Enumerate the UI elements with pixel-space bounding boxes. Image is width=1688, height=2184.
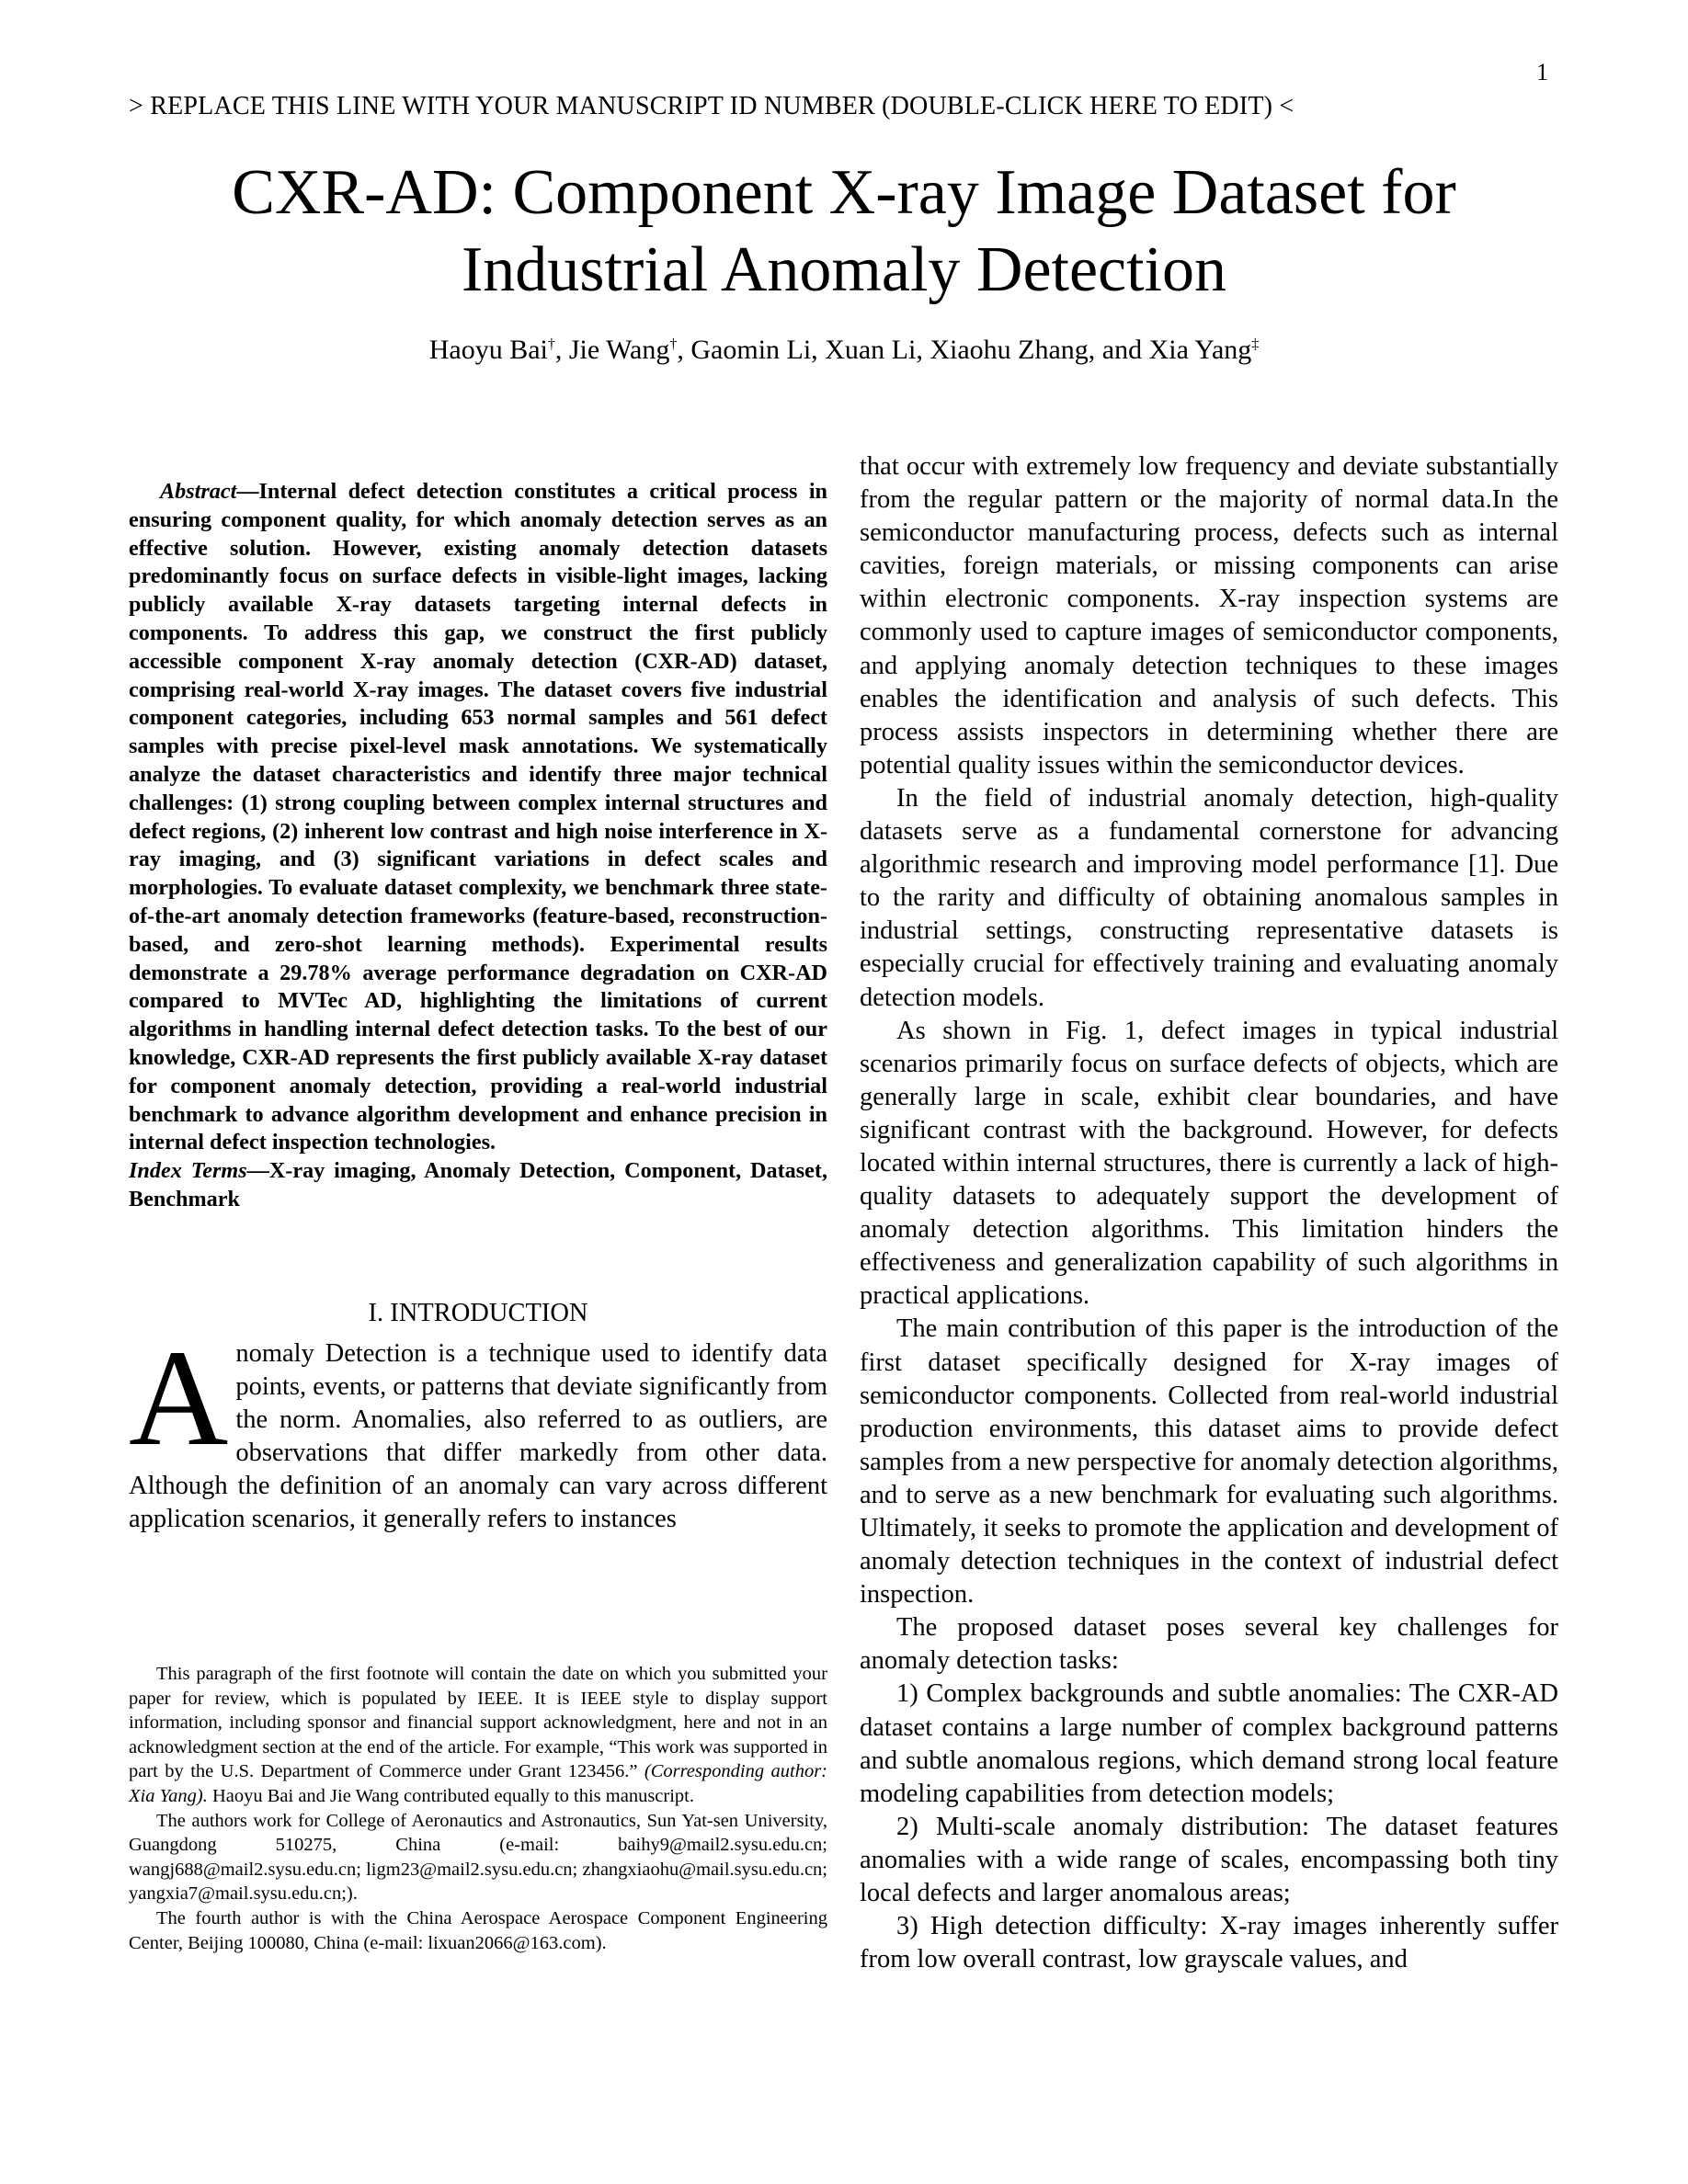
footnote-fourth-author: The fourth author is with the China Aerospace Aerospace Component Engineering Center, Beijing 100080, China (e-mail: lixuan2066@163.com). bbox=[129, 1907, 827, 1953]
drop-cap: A bbox=[129, 1321, 229, 1474]
right-paragraph-4: The main contribution of this paper is the introduction of the first dataset specifically designed for X-ray images of semiconductor components. Collected from real-world industrial production environments, this dataset aims to provide defect samples from a new perspective for anomaly detection algorithms, and to serve as a new benchmark for evaluating such algorithms. Ultimately, it seeks to promote the application and development of anomaly detection techniques in the context of industrial defect inspection. bbox=[860, 1314, 1558, 1610]
footnote-equal-contribution: Haoyu Bai and Jie Wang contributed equally to this manuscript. bbox=[207, 1785, 694, 1806]
paper-title bbox=[0, 154, 1688, 309]
author-1-mark: † bbox=[547, 336, 555, 352]
page-number: 1 bbox=[1536, 59, 1548, 85]
index-terms-label: Index Terms bbox=[129, 1158, 247, 1184]
intro-text: nomaly Detection is a technique used to identify data points, events, or patterns that deviate significantly from the norm. Anomalies, also referred to as outliers, are observations that differ markedly from other data. Although the definition of an anomaly can vary across different application scenarios, it generally refers to instances bbox=[129, 1338, 827, 1534]
authors-rest: , Gaomin Li, Xuan Li, Xiaohu Zhang, and Xia Yang bbox=[677, 335, 1252, 365]
author-2: , Jie Wang bbox=[554, 335, 670, 365]
author-1: Haoyu Bai bbox=[428, 335, 548, 365]
right-paragraph-1: that occur with extremely low frequency and deviate substantially from the regular pattern or the majority of normal data.In the semiconductor manufacturing process, defects such as internal cavities, foreign materials, or missing components can arise within electronic components. X-ray inspection systems are commonly used to capture images of semiconductor components, and applying anomaly detection techniques to these images enables the identification and analysis of such defects. This process assists inspectors in determining whether there are potential quality issues within the semiconductor devices. bbox=[860, 452, 1558, 779]
section-heading-introduction: I. INTRODUCTION bbox=[368, 1298, 588, 1327]
footnote-affiliation: The authors work for College of Aeronautics and Astronautics, Sun Yat-sen University, Guangdong 510275, China (e-mail: baihy9@mail2.sysu.edu.cn; wangj688@mail2.sysu.edu.cn; ligm23@mail2.sysu.edu.cn; zhangxiaohu@mail.sysu.edu.cn; yangxia7@mail.sysu.edu.cn;). bbox=[129, 1810, 827, 1905]
abstract-label: Abstract bbox=[160, 479, 237, 504]
right-paragraph-5: The proposed dataset poses several key challenges for anomaly detection tasks: bbox=[860, 1613, 1558, 1676]
index-terms-text: —X-ray imaging, Anomaly Detection, Component, Dataset, Benchmark bbox=[129, 1158, 827, 1211]
footnote-corresponding: (Corresponding author: Xia Yang). bbox=[129, 1761, 827, 1806]
intro-paragraph bbox=[129, 1321, 827, 1537]
first-footnote bbox=[129, 1662, 827, 1955]
author-list bbox=[0, 335, 1688, 366]
abstract bbox=[129, 478, 827, 1157]
left-column bbox=[129, 478, 827, 1536]
abstract-text: —Internal defect detection constitutes a critical process in ensuring component quality, for which anomaly detection serves as an effective solution. However, existing anomaly detection datasets predominantly focus on surface defects in visible-light images, lacking publicly available X-ray datasets targeting internal defects in components. To address this gap, we construct the first publicly accessible component X-ray anomaly detection (CXR-AD) dataset, comprising real-world X-ray images. The dataset covers five industrial component categories, including 653 normal samples and 561 defect samples with precise pixel-level mask annotations. We systematically analyze the dataset characteristics and identify three major technical challenges: (1) strong coupling between complex internal structures and defect regions, (2) inherent low contrast and high noise interference in X-ray imaging, and (3) significant variations in defect scales and morphologies. To evaluate dataset complexity, we benchmark three state-of-the-art anomaly detection frameworks (feature-based, reconstruction-based, and zero-shot learning methods). Experimental results demonstrate a 29.78% average performance degradation on CXR-AD compared to MVTec AD, highlighting the limitations of current algorithms in handling internal defect detection tasks. To the best of our knowledge, CXR-AD represents the first publicly available X-ray dataset for component anomaly detection, providing a real-world industrial benchmark to advance algorithm development and enhance precision in internal defect inspection technologies. bbox=[129, 479, 827, 1155]
right-paragraph-3: As shown in Fig. 1, defect images in typical industrial scenarios primarily focus on surface defects of objects, which are generally large in scale, exhibit clear boundaries, and have significant contrast with the background. However, for defects located within internal structures, there is currently a lack of high-quality datasets to adequately support the development of anomaly detection algorithms. This limitation hinders the effectiveness and generalization capability of such algorithms in practical applications. bbox=[860, 1016, 1558, 1311]
challenge-3: 3) High detection difficulty: X-ray images inherently suffer from low overall contrast, low grayscale values, and bbox=[860, 1912, 1558, 1974]
author-2-mark: † bbox=[669, 336, 678, 352]
manuscript-id-line: > REPLACE THIS LINE WITH YOUR MANUSCRIPT ID NUMBER (DOUBLE-CLICK HERE TO EDIT) < bbox=[129, 92, 1295, 120]
footnote-paragraph bbox=[129, 1662, 827, 1809]
corresponding-mark: ‡ bbox=[1251, 336, 1260, 352]
challenge-1: 1) Complex backgrounds and subtle anomalies: The CXR-AD dataset contains a large number of complex background patterns and subtle anomalous regions, which demand strong local feature modeling capabilities from detection models; bbox=[860, 1679, 1558, 1808]
title-line-1: CXR-AD: Component X-ray Image Dataset for bbox=[232, 157, 1456, 228]
right-column bbox=[860, 450, 1558, 1976]
right-paragraph-2: In the field of industrial anomaly detection, high-quality datasets serve as a fundamental cornerstone for advancing algorithmic research and improving model performance [1]. Due to the rarity and difficulty of obtaining anomalous samples in industrial settings, constructing representative datasets is especially crucial for effectively training and evaluating anomaly detection models. bbox=[860, 783, 1558, 1012]
footnote-text: This paragraph of the first footnote will contain the date on which you submitted your paper for review, which is populated by IEEE. It is IEEE style to display support information, including sponsor and financial support acknowledgment, here and not in an acknowledgment section at the end of the article. For example, “This work was supported in part by the U.S. Department of Commerce under Grant 123456.” bbox=[129, 1664, 827, 1782]
title-line-2: Industrial Anomaly Detection bbox=[461, 234, 1227, 305]
challenge-2: 2) Multi-scale anomaly distribution: The dataset features anomalies with a wide range of scales, encompassing both tiny local defects and larger anomalous areas; bbox=[860, 1812, 1558, 1908]
index-terms bbox=[129, 1157, 827, 1214]
